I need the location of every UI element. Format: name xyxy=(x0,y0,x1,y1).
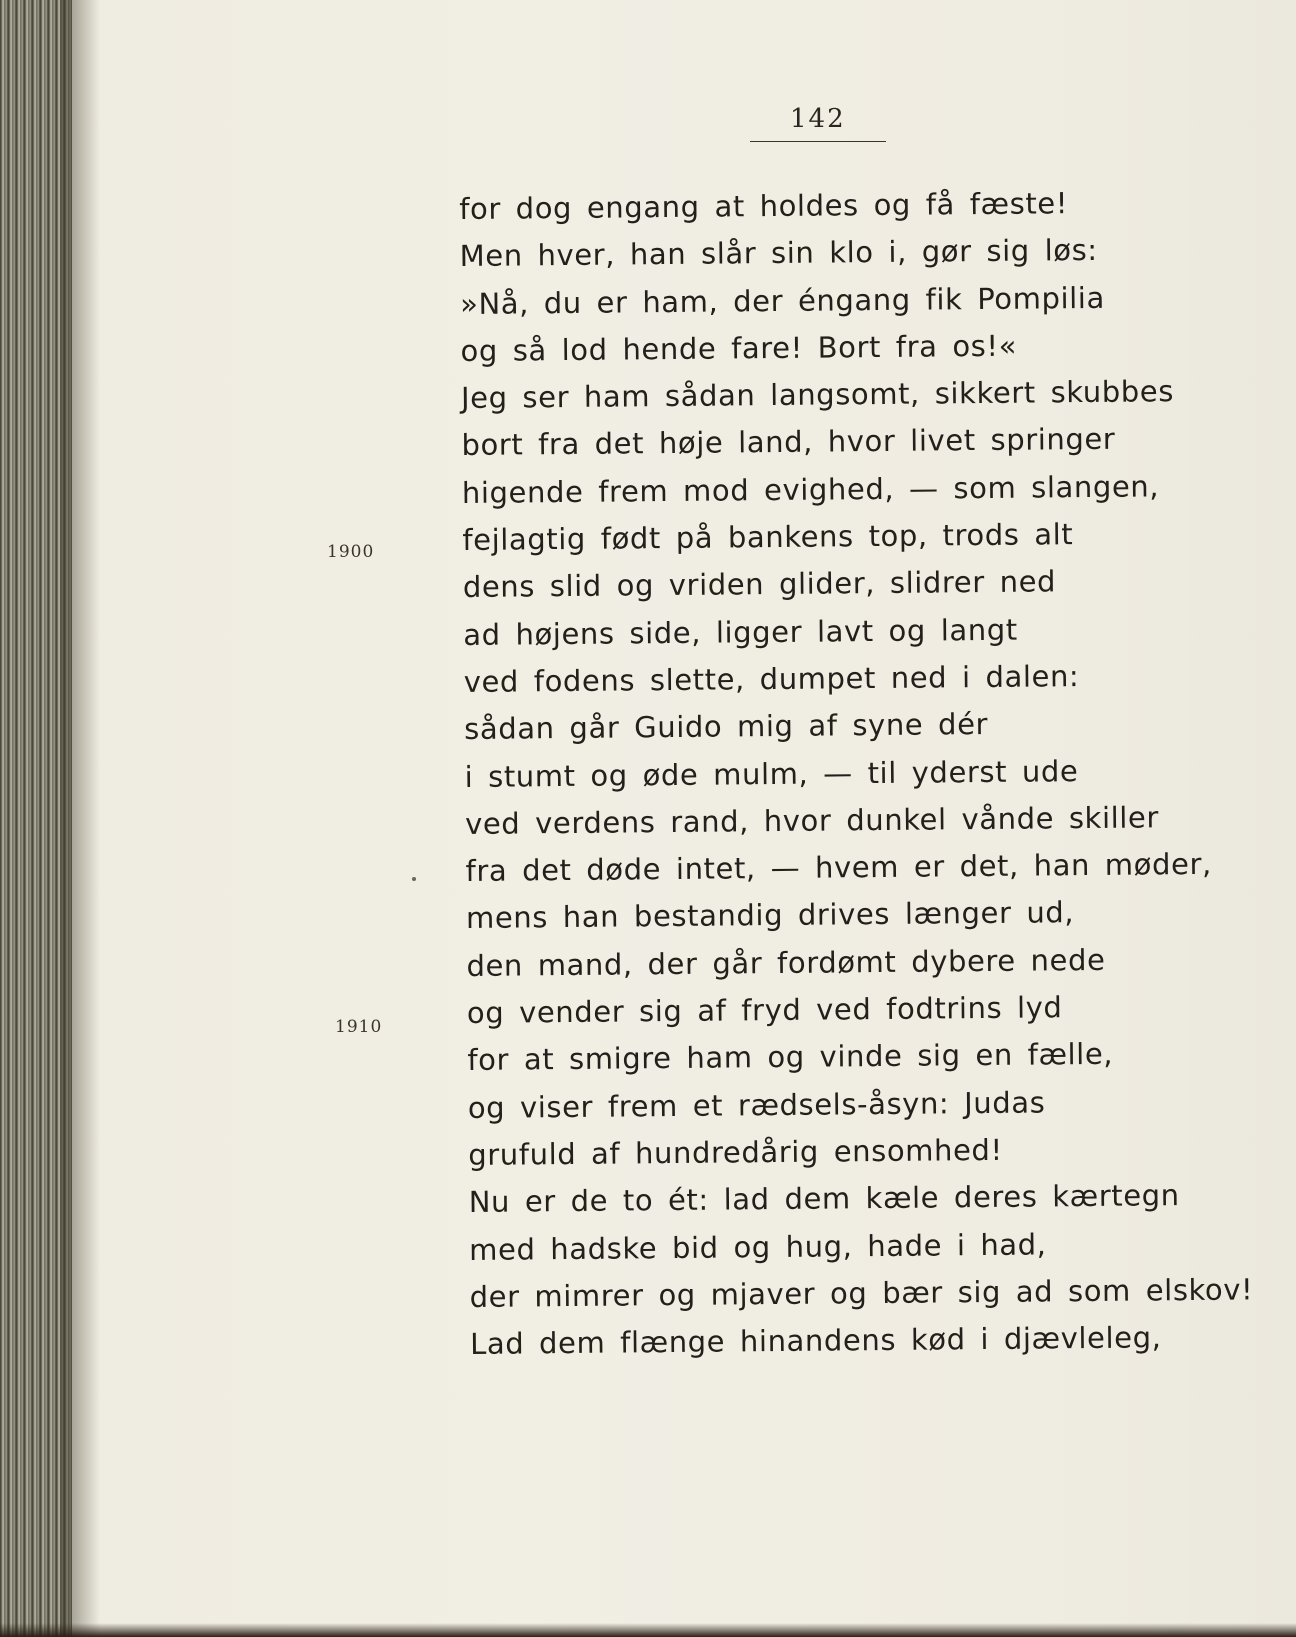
margin-line-number-1900: 1900 xyxy=(327,542,375,562)
verse-line: for at smigre ham og vinde sig en fælle, xyxy=(467,1037,1114,1078)
verse-line: higende frem mod evighed, — som slangen, xyxy=(461,469,1160,510)
verse-line: sådan går Guido mig af syne dér xyxy=(464,707,989,747)
verse-line: »Nå, du er ham, der éngang fik Pompilia xyxy=(459,280,1106,321)
verse-line: grufuld af hundredårig ensomhed! xyxy=(468,1132,1003,1172)
verse-line: dens slid og vriden glider, slidrer ned xyxy=(462,564,1057,605)
margin-dot xyxy=(412,877,416,881)
verse-line: ved verdens rand, hvor dunkel vånde skiller xyxy=(464,800,1160,841)
verse-line: fejlagtig født på bankens top, trods alt xyxy=(462,517,1074,558)
verse-line: med hadske bid og hug, hade i had, xyxy=(469,1226,1047,1267)
verse-line: mens han bestandig drives længer ud, xyxy=(465,895,1075,936)
verse-line: for dog engang at holdes og få fæste! xyxy=(459,186,1069,226)
verse-line: bort fra det høje land, hvor livet springer xyxy=(461,422,1116,463)
verse-line: og så lod hende fare! Bort fra os!« xyxy=(460,328,1018,368)
gutter-shadow xyxy=(60,0,100,1637)
verse-line: og viser frem et rædsels-åsyn: Judas xyxy=(467,1085,1046,1125)
verse-line: fra det døde intet, — hvem er det, han møder, xyxy=(465,846,1212,889)
page-bottom-edge xyxy=(0,1623,1296,1637)
verse-line: Men hver, han slår sin klo i, gør sig løs: xyxy=(459,233,1098,274)
verse-line: og vender sig af fryd ved fodtrins lyd xyxy=(466,990,1063,1031)
verse-line: ad højens side, ligger lavt og langt xyxy=(463,612,1018,652)
verse-line: der mimrer og mjaver og bær sig ad som elskov! xyxy=(469,1272,1254,1314)
verse-line: Jeg ser ham sådan langsomt, sikkert skubbes xyxy=(460,374,1175,416)
verse-line: Lad dem flænge hinandens kød i djævleleg, xyxy=(469,1320,1162,1362)
verse-line: i stumt og øde mulm, — til yderst ude xyxy=(464,753,1079,794)
header-rule xyxy=(750,141,886,142)
verse-line: den mand, der går fordømt dybere nede xyxy=(466,942,1106,983)
verse-line: Nu er de to ét: lad dem kæle deres kærtegn xyxy=(468,1178,1180,1220)
poem-text xyxy=(459,179,1254,1369)
page-number: 142 xyxy=(790,104,846,134)
margin-line-number-1910: 1910 xyxy=(335,1017,383,1037)
verse-line: ved fodens slette, dumpet ned i dalen: xyxy=(463,659,1080,699)
